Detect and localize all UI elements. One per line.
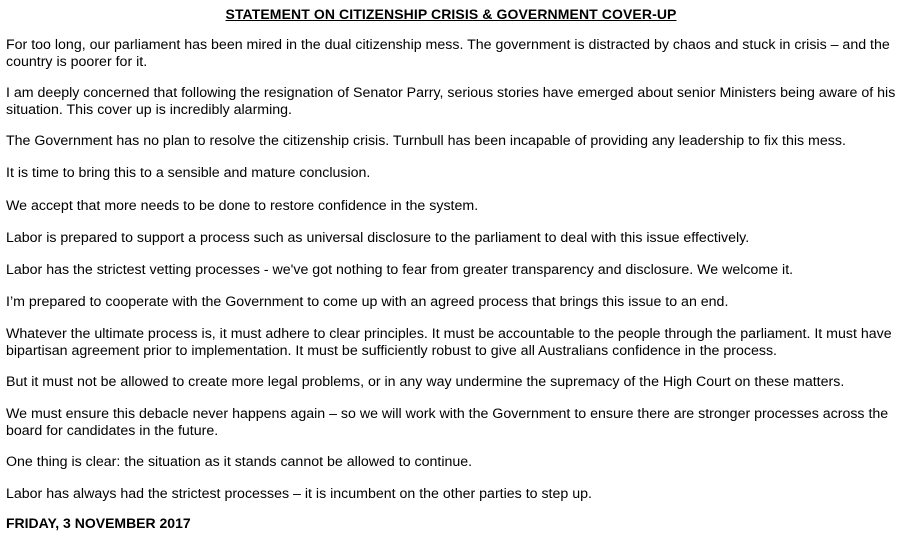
paragraph-1: For too long, our parliament has been mired in the dual citizenship mess. The government is distracted by chaos and stuck in crisis – and the country is poorer for it. [6, 37, 890, 70]
paragraph-13: Labor has always had the strictest processes – it is incumbent on the other parties to step up. [6, 486, 592, 502]
paragraph-2: I am deeply concerned that following the resignation of Senator Parry, serious stories have emerged about senior Ministers being aware of his situation. This cover up is incredibly alarming. [6, 85, 896, 118]
statement-document [6, 0, 896, 531]
dateline: FRIDAY, 3 NOVEMBER 2017 [6, 515, 191, 531]
paragraph-12: One thing is clear: the situation as it stands cannot be allowed to continue. [6, 454, 473, 470]
paragraph-10: But it must not be allowed to create more legal problems, or in any way undermine the supremacy of the High Court on these matters. [6, 374, 845, 390]
paragraph-8: I’m prepared to cooperate with the Government to come up with an agreed process that brings this issue to an end. [6, 294, 729, 310]
paragraph-9: Whatever the ultimate process is, it must adhere to clear principles. It must be accountable to the people through the parliament. It must have bipartisan agreement prior to implementation. It must be sufficiently robust to give all Australians confidence in the process. [6, 326, 892, 359]
paragraph-4: It is time to bring this to a sensible and mature conclusion. [6, 165, 371, 181]
paragraph-6: Labor is prepared to support a process such as universal disclosure to the parliament to deal with this issue effectively. [6, 230, 750, 246]
paragraph-5: We accept that more needs to be done to restore confidence in the system. [6, 198, 479, 214]
paragraph-11: We must ensure this debacle never happens again – so we will work with the Government to ensure there are stronger processes across the board for candidates in the future. [6, 406, 889, 439]
document-title: STATEMENT ON CITIZENSHIP CRISIS & GOVERNMENT COVER-UP [225, 6, 677, 22]
paragraph-3: The Government has no plan to resolve the citizenship crisis. Turnbull has been incapable of providing any leadership to fix this mess. [6, 133, 846, 149]
paragraph-7: Labor has the strictest vetting processes - we've got nothing to fear from greater transparency and disclosure. We welcome it. [6, 262, 794, 278]
